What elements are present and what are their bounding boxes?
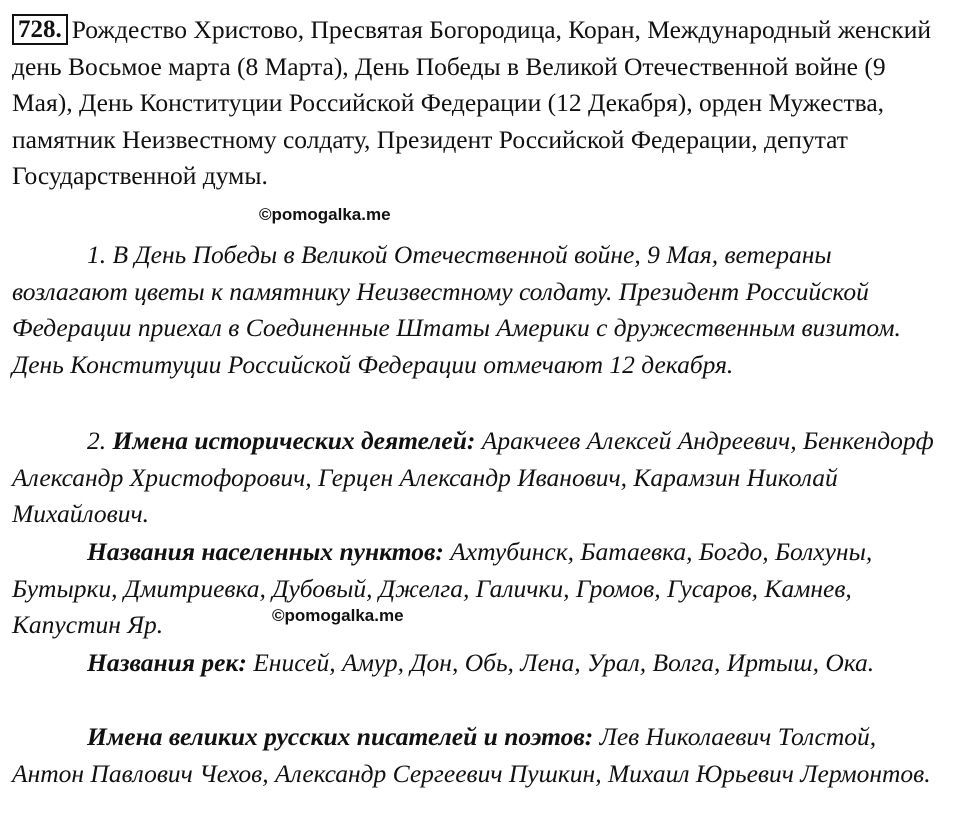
- writers-list: Лев Николаевич Толстой, Антон Павлович Чехов, Александр Сергеевич Пушкин, Михаил Юрьевич Лермонтов.: [12, 722, 931, 788]
- watermark: ©pomogalka.me: [272, 606, 404, 625]
- rivers-list: Енисей, Амур, Дон, Обь, Лена, Урал, Волга, Иртыш, Ока.: [246, 648, 875, 677]
- settlements-heading: Названия населенных пунктов:: [87, 537, 444, 566]
- task-intro-text: Рождество Христово, Пресвятая Богородица, Коран, Международный женский день Восьмое марта (8 Марта), День Победы в Великой Отечественной войне (9 Мая), День Конституции Российской Федерации (12 Декабря), орден Мужества, памятник Неизвестному солдату, Президент Российской Федерации, депутат Государственной думы.: [12, 15, 931, 190]
- paragraph-number: 2.: [87, 426, 113, 455]
- historical-figures-list: Аракчеев Алексей Андреевич, Бенкендорф Александр Христофорович, Герцен Александр Иванович, Карамзин Николай Михайлович.: [12, 426, 934, 528]
- task-statement: [12, 12, 948, 195]
- answer-paragraph-3: [12, 534, 948, 644]
- historical-figures-heading: Имена исторических деятелей:: [112, 426, 476, 455]
- task-number: 728.: [12, 14, 68, 45]
- watermark: ©pomogalka.me: [259, 205, 391, 224]
- answer-paragraph-4: [12, 645, 948, 682]
- rivers-heading: Названия рек:: [87, 648, 247, 677]
- writers-heading: Имена великих русских писателей и поэтов:: [87, 722, 594, 751]
- answer-paragraph-5: [12, 719, 948, 792]
- answer-paragraph-1: 1. В День Победы в Великой Отечественной войне, 9 Мая, ветераны возлагают цветы к памятнику Неизвестному солдату. Президент Российской Федерации приехал в Соединенные Штаты Америки с дружественным визитом. День Конституции Российской Федерации отмечают 12 декабря.: [12, 240, 901, 379]
- answer-paragraph-2: [12, 423, 948, 533]
- settlements-list: Ахтубинск, Батаевка, Богдо, Болхуны, Бутырки, Дмитриевка, Дубовый, Джелга, Галички, Громов, Гусаров, Камнев, Капустин Яр.: [12, 537, 873, 639]
